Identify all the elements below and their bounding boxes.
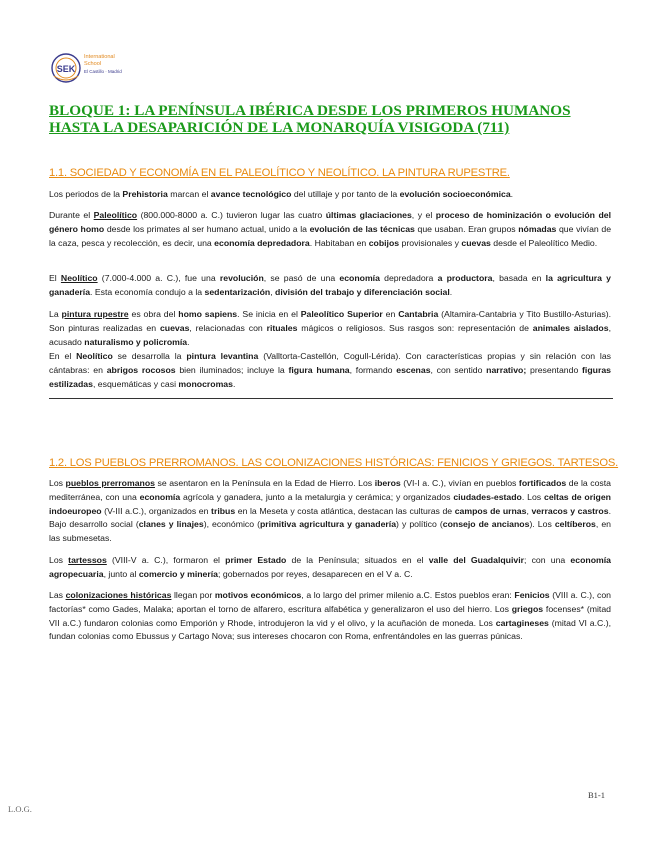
section-1-paragraph-5: En el Neolítico se desarrolla la pintura levantina (Valltorta-Castellón, Cogull-Lérida). Con características propias y sin relación con las cántabras: en abrigos rocosos bien iluminados; incluye la figura humana, formando escenas, con sentido narrativo; presentando figuras estilizadas, esquemáticas y casi monocromas. — [49, 351, 611, 389]
logo-line-3: El Castillo · Madrid — [84, 69, 122, 74]
section-1-heading: 1.1. SOCIEDAD Y ECONOMÍA EN EL PALEOLÍTICO Y NEOLÍTICO. LA PINTURA RUPESTRE. — [49, 167, 510, 179]
school-crest-icon — [50, 52, 82, 84]
logo-line-2: School — [84, 61, 102, 67]
section-1-paragraph-4: La pintura rupestre es obra del homo sapiens. Se inicia en el Paleolítico Superior en Cantabria (Altamira-Cantabria y Tito Bustillo-Asturias). Son pinturas realizadas en cuevas, relacionadas con rituales mágicos o religiosos. Sus rasgos son: representación de animales aislados, acusado naturalismo y policromía. — [49, 309, 612, 347]
footer-left-label: L.O.G. — [8, 804, 32, 814]
section-1-paragraph-3: El Neolítico (7.000-4.000 a. C.), fue una revolución, se pasó de una economía depredadora a productora, basada en la agricultura y ganadería. Esta economía condujo a la sedentarización, división del trabajo y diferenciación social. — [49, 273, 612, 297]
school-logo — [50, 52, 160, 86]
section-divider — [49, 398, 613, 399]
logo-text — [84, 54, 122, 75]
page-number: B1-1 — [588, 790, 605, 800]
section-2-heading: 1.2. LOS PUEBLOS PRERROMANOS. LAS COLONIZACIONES HISTÓRICAS: FENICIOS Y GRIEGOS. TARTESOS. — [49, 457, 619, 469]
section-2-paragraph-3: Las colonizaciones históricas llegan por motivos económicos, a lo largo del primer milenio a.C. Estos pueblos eran: Fenicios (VIII a. C.), con factorías* como Gades, Malaka; aportan el torno de alfarero, escritura alfabética y generalizaron el uso del hierro. Los griegos focenses* (mitad VII a.C.) fundaron colonias como Emporión y Rhode, introdujeron la vid y el olivo, y la acuñación de moneda. Los cartagineses (mitad VI a.C.), fundan colonias como Ebussus y Cartago Nova; sus intereses chocaron con Roma, enfrentándoles en las guerras púnicas. — [49, 590, 612, 642]
logo-line-1: International — [84, 54, 115, 60]
page-title: BLOQUE 1: LA PENÍNSULA IBÉRICA DESDE LOS PRIMEROS HUMANOS HASTA LA DESAPARICIÓN DE LA MONARQUÍA VISIGODA (711) — [49, 102, 571, 136]
section-2-paragraph-1: Los pueblos prerromanos se asentaron en la Península en la Edad de Hierro. Los iberos (VI-I a. C.), vivían en pueblos fortificados de la costa mediterránea, con una economía agrícola y ganadera, junto a la metalurgia y cerámica; y organizados ciudades-estado. Los celtas de origen indoeuropeo (V-III a.C.), organizados en tribus en la Meseta y costa atlántica, destacan las culturas de campos de urnas, verracos y castros. Bajo desarrollo social (clanes y linajes), económico (primitiva agricultura y ganadería) y político (consejo de ancianos). Los celtíberos, en las submesetas. — [49, 478, 612, 544]
section-1-paragraph-1: Los periodos de la Prehistoria marcan el avance tecnológico del utillaje y por tanto de la evolución socioeconómica. — [49, 189, 514, 199]
svg-text:SEK: SEK — [56, 64, 76, 74]
section-1-paragraph-2: Durante el Paleolítico (800.000-8000 a. C.) tuvieron lugar las cuatro últimas glaciaciones, y el proceso de hominización o evolución del género homo desde los primates al ser humano actual, unido a la evolución de las técnicas que usaban. Eran grupos nómadas que vivían de la caza, pesca y recolección, es decir, una economía depredadora. Habitaban en cobijos provisionales y cuevas desde el Paleolítico Medio. — [49, 210, 612, 248]
section-2-paragraph-2: Los tartessos (VIII-V a. C.), formaron el primer Estado de la Península; situados en el valle del Guadalquivir; con una economía agropecuaria, junto al comercio y minería; gobernados por reyes, desaparecen en el V a. C. — [49, 555, 611, 579]
